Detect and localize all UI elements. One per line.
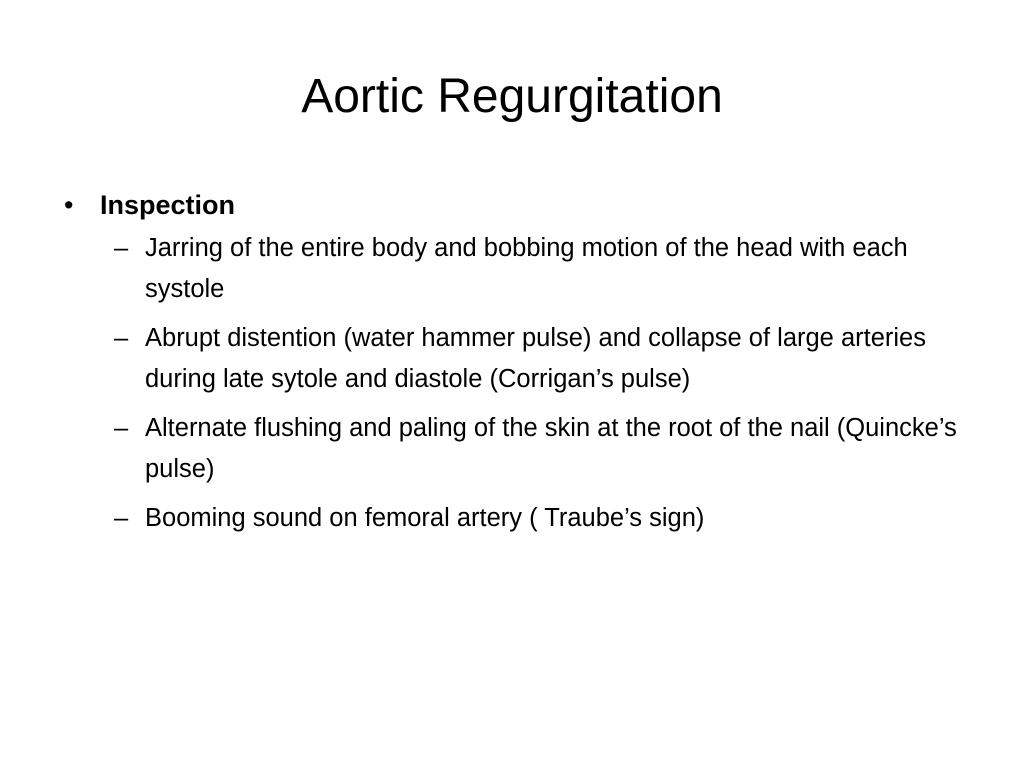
slide-title: Aortic Regurgitation [301,70,723,123]
sub-bullet-text: Abrupt distention (water hammer pulse) and collapse of large arteries during late sytole and diastole (Corrigan’s pulse) [145,324,926,393]
sub-bullet-text: Jarring of the entire body and bobbing motion of the head with each systole [145,234,908,303]
bullet-inspection [62,182,962,228]
sub-bullet-text: Booming sound on femoral artery ( Traube’s sign) [145,504,705,532]
sub-bullet-text: Alternate flushing and paling of the skin at the root of the nail (Quincke’s pulse) [145,414,957,483]
dash-marker: – [114,234,129,262]
bullet-label-inspection: Inspection [100,190,236,220]
bullet-marker: • [64,190,74,220]
slide-content [62,182,962,547]
dash-marker: – [114,414,129,442]
dash-marker: – [114,504,129,532]
sub-bullet-item [62,408,960,490]
sub-bullet-list [62,228,962,539]
dash-marker: – [114,324,129,352]
sub-bullet-item [62,318,960,400]
sub-bullet-item [62,228,960,310]
sub-bullet-item [62,498,960,539]
